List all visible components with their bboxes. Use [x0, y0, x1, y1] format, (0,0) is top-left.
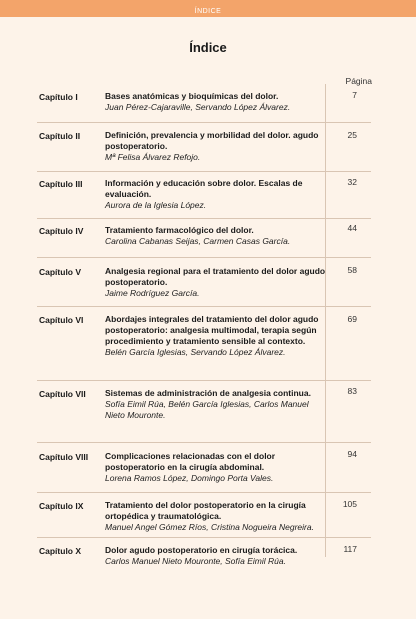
toc-entry[interactable]: [37, 258, 371, 307]
header-band: [0, 0, 416, 17]
chapter-label: Capítulo VI: [39, 315, 84, 325]
chapter-label: Capítulo VIII: [39, 452, 89, 462]
entry-authors: Belén García Iglesias, Servando López Álvarez.: [105, 347, 286, 357]
chapter-label: Capítulo I: [39, 92, 78, 102]
entry-authors: Jaime Rodríguez García.: [105, 288, 200, 298]
page-title: Índice: [189, 40, 227, 55]
entry-title: Información y educación sobre dolor. Escalas de evaluación.: [105, 178, 303, 199]
page-number: 69: [347, 314, 357, 324]
chapter-label: Capítulo V: [39, 267, 82, 277]
page-number: 32: [347, 177, 357, 187]
toc-entry[interactable]: [37, 381, 371, 443]
toc-entry[interactable]: [37, 493, 371, 538]
page-number: 83: [347, 386, 357, 396]
page-number: 44: [347, 223, 357, 233]
entry-title: Complicaciones relacionadas con el dolor postoperatorio en la cirugía abdominal.: [105, 451, 276, 472]
entry-authors: Mª Felisa Álvarez Refojo.: [105, 152, 201, 162]
toc-entry[interactable]: [37, 219, 371, 258]
entry-authors: Aurora de la Iglesia López.: [105, 200, 207, 210]
entry-authors: Sofía Eimil Rúa, Belén García Iglesias, Carlos Manuel Nieto Mouronte.: [105, 399, 309, 420]
page-number: 7: [352, 90, 357, 100]
header-band-text: ÍNDICE: [194, 8, 222, 15]
entry-authors: Lorena Ramos López, Domingo Porta Vales.: [105, 473, 274, 483]
chapter-label: Capítulo IX: [39, 501, 84, 511]
page-number: 117: [343, 544, 357, 554]
chapter-label: Capítulo VII: [39, 389, 86, 399]
entry-title: Abordajes integrales del tratamiento del dolor agudo postoperatorio: analgesia multimodal, terapia según procedimiento y tratamiento sensible al contexto.: [105, 314, 319, 346]
entry-authors: Juan Pérez-Cajaraville, Servando López Álvarez.: [105, 102, 291, 112]
page-number: 58: [347, 265, 357, 275]
page-number: 105: [342, 499, 357, 509]
chapter-label: Capítulo IV: [39, 226, 84, 236]
page-number: 94: [347, 449, 357, 459]
page-number: 25: [347, 130, 357, 140]
toc-entry[interactable]: [37, 172, 371, 219]
entry-authors: Carlos Manuel Nieto Mouronte, Sofía Eimil Rúa.: [105, 556, 286, 566]
entry-authors: Carolina Cabanas Seijas, Carmen Casas García.: [105, 236, 291, 246]
table-of-contents: [37, 84, 371, 572]
entry-title: Dolor agudo postoperatorio en cirugía torácica.: [105, 545, 298, 555]
chapter-label: Capítulo X: [39, 546, 82, 556]
toc-entry[interactable]: [37, 84, 371, 123]
page-column-label: Página: [345, 76, 372, 86]
toc-entry[interactable]: [37, 443, 371, 493]
entry-title: Sistemas de administración de analgesia continua.: [105, 388, 311, 398]
entry-title: Tratamiento farmacológico del dolor.: [105, 225, 254, 235]
toc-entry[interactable]: [37, 307, 371, 381]
entry-title: Analgesia regional para el tratamiento del dolor agudo postoperatorio.: [105, 266, 326, 287]
toc-entry[interactable]: [37, 123, 371, 172]
entry-authors: Manuel Angel Gómez Ríos, Cristina Nogueira Negreira.: [105, 522, 314, 532]
chapter-label: Capítulo III: [39, 179, 83, 189]
chapter-label: Capítulo II: [39, 131, 81, 141]
entry-title: Tratamiento del dolor postoperatorio en la cirugía ortopédica y traumatológica.: [105, 500, 306, 521]
entry-title: Bases anatómicas y bioquímicas del dolor.: [105, 91, 279, 101]
entry-title: Definición, prevalencia y morbilidad del dolor. agudo postoperatorio.: [105, 130, 319, 151]
toc-entry[interactable]: [37, 538, 371, 572]
